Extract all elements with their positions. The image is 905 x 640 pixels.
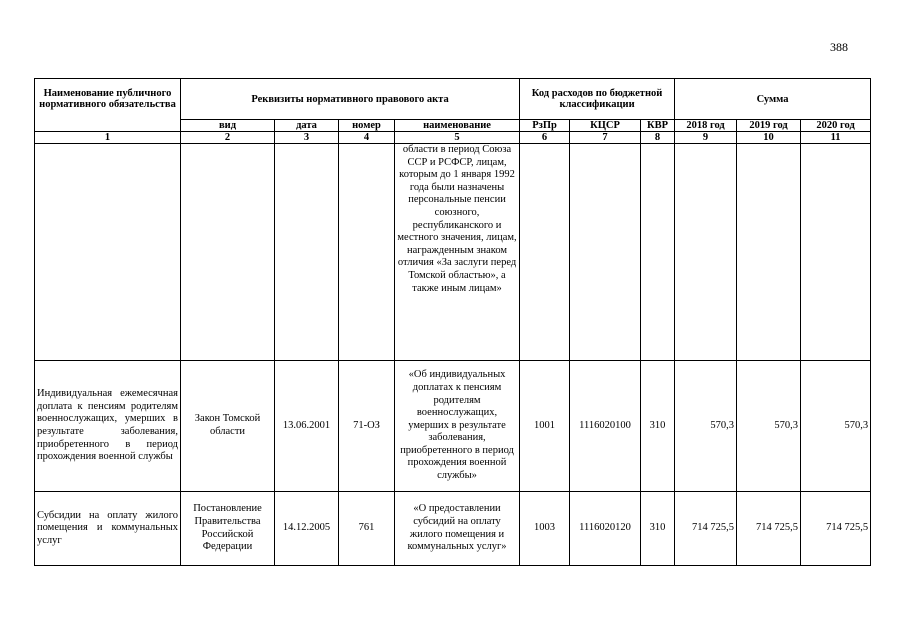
header-2019: 2019 год: [737, 120, 801, 132]
cell-obligation: Индивидуальная ежемесячная доплата к пенсиям родителям военнослужащих, умерших в результате заболевания, приобретенного в период прохождения военной службы: [35, 361, 181, 492]
column-number: 2: [181, 132, 275, 144]
cell-date: 13.06.2001: [275, 361, 339, 492]
cell-rzpr: [520, 144, 570, 361]
cell-2020: 714 725,5: [801, 492, 871, 566]
header-kvr: КВР: [641, 120, 675, 132]
header-date: дата: [275, 120, 339, 132]
header-act-requisites: Реквизиты нормативного правового акта: [181, 79, 520, 120]
header-number: номер: [339, 120, 395, 132]
cell-number: [339, 144, 395, 361]
cell-obligation: [35, 144, 181, 361]
cell-2020: [801, 144, 871, 361]
cell-kcsr: 1116020100: [570, 361, 641, 492]
cell-2018: 714 725,5: [675, 492, 737, 566]
cell-2019: 570,3: [737, 361, 801, 492]
column-numbers-row: [35, 132, 871, 144]
cell-date: 14.12.2005: [275, 492, 339, 566]
column-number: 1: [35, 132, 181, 144]
column-number: 10: [737, 132, 801, 144]
cell-type: Постановление Правительства Российской Федерации: [181, 492, 275, 566]
cell-2019: [737, 144, 801, 361]
cell-act-name: «Об индивидуальных доплатах к пенсиям родителям военнослужащих, умерших в результате заболевания, приобретенного в период прохождения военной службы»: [395, 361, 520, 492]
header-2018: 2018 год: [675, 120, 737, 132]
cell-kvr: 310: [641, 361, 675, 492]
header-code-group: Код расходов по бюджетной классификации: [520, 79, 675, 120]
header-row-bottom: [35, 120, 871, 132]
table-row: [35, 144, 871, 361]
cell-number: 71-ОЗ: [339, 361, 395, 492]
column-number: 7: [570, 132, 641, 144]
cell-kcsr: [570, 144, 641, 361]
header-row-top: [35, 79, 871, 120]
cell-date: [275, 144, 339, 361]
column-number: 9: [675, 132, 737, 144]
table-row: [35, 361, 871, 492]
header-2020: 2020 год: [801, 120, 871, 132]
header-kcsr: КЦСР: [570, 120, 641, 132]
cell-rzpr: 1003: [520, 492, 570, 566]
column-number: 5: [395, 132, 520, 144]
header-sum-group: Сумма: [675, 79, 871, 120]
cell-obligation: Субсидии на оплату жилого помещения и коммунальных услуг: [35, 492, 181, 566]
column-number: 6: [520, 132, 570, 144]
cell-2018: 570,3: [675, 361, 737, 492]
header-name: наименование: [395, 120, 520, 132]
cell-kcsr: 1116020120: [570, 492, 641, 566]
column-number: 3: [275, 132, 339, 144]
page-number: 388: [830, 40, 848, 54]
cell-number: 761: [339, 492, 395, 566]
column-number: 11: [801, 132, 871, 144]
cell-type: [181, 144, 275, 361]
header-obligation-cont: [35, 120, 181, 132]
header-obligation: Наименование публичного нормативного обязательства: [35, 79, 181, 120]
column-number: 8: [641, 132, 675, 144]
cell-act-name: области в период Союза ССР и РСФСР, лицам, которым до 1 января 1992 года были назначены персональные пенсии союзного, республиканского и местного значения, лицам, награжденным знаком отличия «За заслуги перед Томской областью», а также иным лицам»: [395, 144, 520, 361]
cell-2018: [675, 144, 737, 361]
table-row: [35, 492, 871, 566]
cell-kvr: 310: [641, 492, 675, 566]
obligations-table: [34, 78, 871, 566]
column-number: 4: [339, 132, 395, 144]
header-rzpr: РзПр: [520, 120, 570, 132]
cell-2020: 570,3: [801, 361, 871, 492]
cell-rzpr: 1001: [520, 361, 570, 492]
cell-act-name: «О предоставлении субсидий на оплату жилого помещения и коммунальных услуг»: [395, 492, 520, 566]
header-type: вид: [181, 120, 275, 132]
cell-2019: 714 725,5: [737, 492, 801, 566]
cell-type: Закон Томской области: [181, 361, 275, 492]
cell-kvr: [641, 144, 675, 361]
